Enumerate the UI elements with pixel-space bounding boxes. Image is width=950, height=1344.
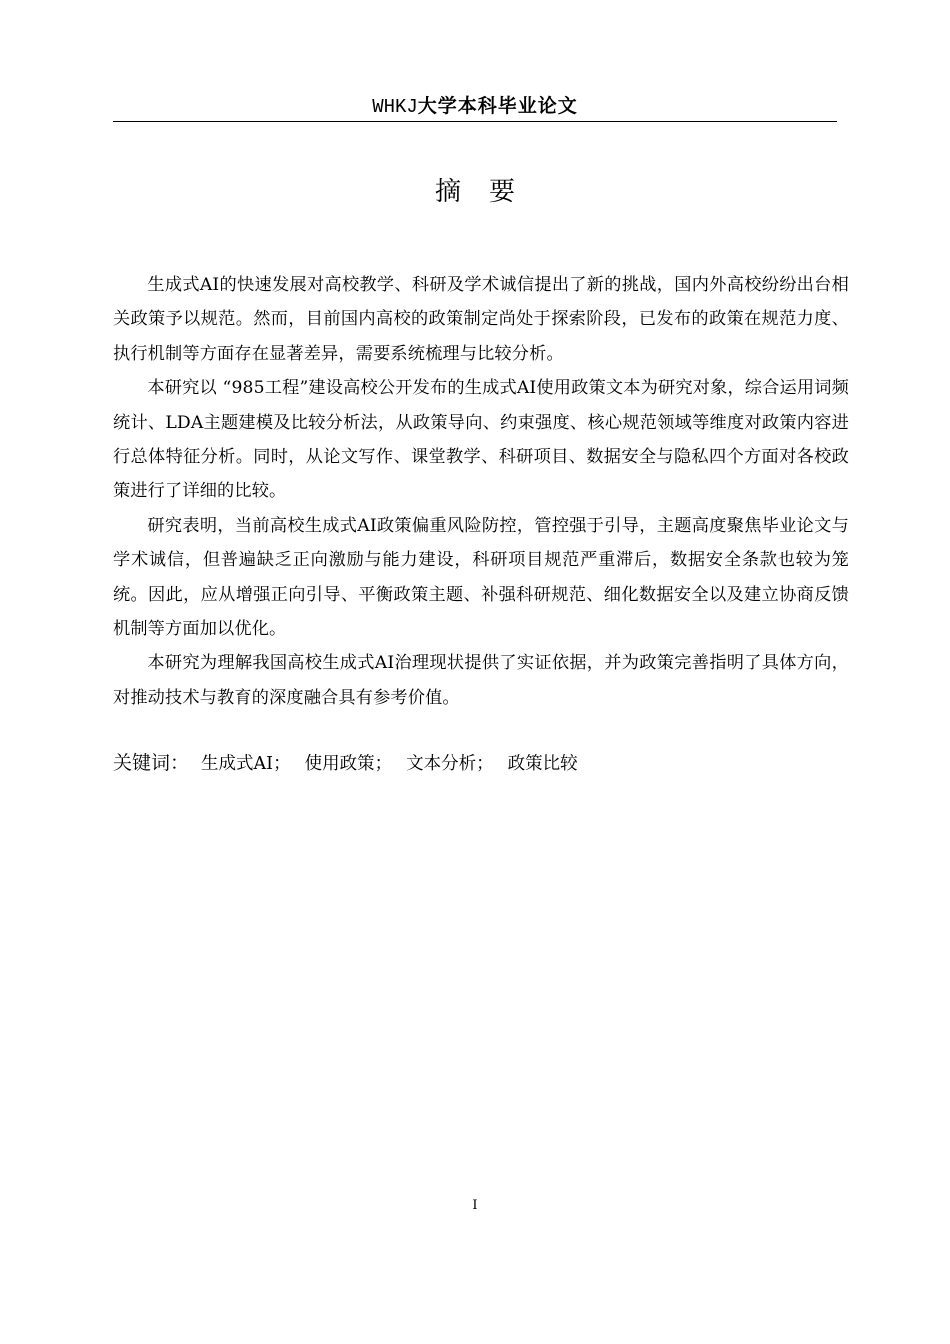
keyword-item: 使用政策； [304,754,393,774]
header-title: 大学本科毕业论文 [417,95,578,117]
keywords-label: 关键词： [113,752,190,774]
abstract-paragraph-4: 本研究为理解我国高校生成式AI治理现状提供了实证依据，并为政策完善指明了具体方向，对推动技术与教育的深度融合具有参考价值。 [113,653,849,708]
abstract-title: 摘要 [434,177,543,207]
page-number: I [472,1198,478,1213]
keywords-line [113,747,592,780]
header-prefix: WHKJ [372,96,418,118]
keyword-item: 文本分析； [406,754,494,774]
abstract-paragraph-1: 生成式AI的快速发展对高校教学、科研及学术诚信提出了新的挑战，国内外高校纷纷出台相关政策予以规范。然而，目前国内高校的政策制定尚处于探索阶段，已发布的政策在规范力度、执行机制等方面存在显著差异，需要系统梳理与比较分析。 [113,275,849,364]
keyword-item: 生成式AI； [201,754,291,774]
keyword-item: 政策比较 [507,754,578,774]
running-header [113,92,837,121]
abstract-paragraph-3: 研究表明，当前高校生成式AI政策偏重风险防控，管控强于引导，主题高度聚焦毕业论文与学术诚信，但普遍缺乏正向激励与能力建设，科研项目规范严重滞后，数据安全条款也较为笼统。因此，应从增强正向引导、平衡政策主题、补强科研规范、细化数据安全以及建立协商反馈机制等方面加以优化。 [113,515,849,640]
abstract-paragraph-2: 本研究以 “985工程”建设高校公开发布的生成式AI使用政策文本为研究对象，综合运用词频统计、LDA主题建模及比较分析法，从政策导向、约束强度、核心规范领域等维度对政策内容进行总体特征分析。同时，从论文写作、课堂教学、科研项目、数据安全与隐私四个方面对各校政策进行了详细的比较。 [113,378,849,502]
header-rule [113,121,837,122]
abstract-body [113,268,849,715]
